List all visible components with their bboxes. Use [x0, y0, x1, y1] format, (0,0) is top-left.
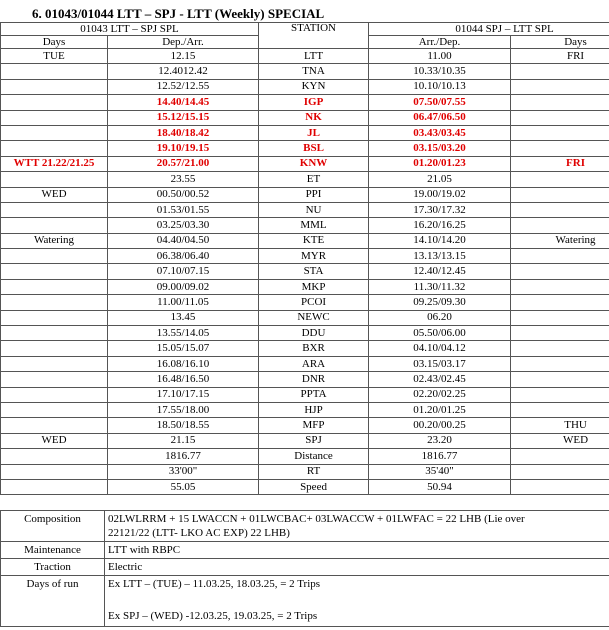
arr-dep-cell: 02.43/02.45 — [369, 372, 511, 387]
timetable-row — [1, 372, 609, 387]
maintenance-label: Maintenance — [1, 542, 105, 559]
timetable-row — [1, 433, 609, 448]
dep-arr-cell: 03.25/03.30 — [108, 218, 259, 233]
days-right-cell: FRI — [511, 156, 609, 171]
arr-dep-cell: 19.00/19.02 — [369, 187, 511, 202]
days-right-cell — [511, 79, 609, 94]
dep-arr-cell: 18.50/18.55 — [108, 418, 259, 433]
days-left-cell — [1, 372, 108, 387]
dep-arr-cell: 23.55 — [108, 172, 259, 187]
station-cell: PPI — [259, 187, 369, 202]
days-left-cell — [1, 449, 108, 464]
station-cell: PCOI — [259, 295, 369, 310]
timetable-row — [1, 233, 609, 248]
timetable-row — [1, 125, 609, 140]
days-right-cell — [511, 125, 609, 140]
dep-arr-cell: 33'00" — [108, 464, 259, 479]
arr-dep-cell: 06.47/06.50 — [369, 110, 511, 125]
dep-arr-cell: 04.40/04.50 — [108, 233, 259, 248]
station-cell: SPJ — [259, 433, 369, 448]
dep-arr-cell: 17.10/17.15 — [108, 387, 259, 402]
timetable-row — [1, 449, 609, 464]
arr-dep-cell: 13.13/13.15 — [369, 249, 511, 264]
station-cell: DNR — [259, 372, 369, 387]
dep-arr-cell: 1816.77 — [108, 449, 259, 464]
arr-dep-cell: 35'40" — [369, 464, 511, 479]
station-cell: STA — [259, 264, 369, 279]
days-left-cell — [1, 310, 108, 325]
days-right-cell — [511, 95, 609, 110]
traction-value: Electric — [105, 559, 609, 576]
days-left-cell — [1, 464, 108, 479]
dep-arr-cell: 17.55/18.00 — [108, 402, 259, 417]
days-right-cell — [511, 249, 609, 264]
dep-arr-cell: 18.40/18.42 — [108, 125, 259, 140]
arr-dep-cell: 01.20/01.25 — [369, 402, 511, 417]
page-title: 6. 01043/01044 LTT – SPJ - LTT (Weekly) SPECIAL — [32, 6, 325, 21]
timetable-row — [1, 402, 609, 417]
station-cell: IGP — [259, 95, 369, 110]
maintenance-value: LTT with RBPC — [105, 542, 609, 559]
station-cell: MML — [259, 218, 369, 233]
days-left-cell — [1, 264, 108, 279]
composition-line-2: 22121/22 (LTT- LKO AC EXP) 22 LHB) — [108, 527, 290, 539]
days-left-cell: TUE — [1, 49, 108, 64]
days-left-cell — [1, 341, 108, 356]
arr-dep-cell: 17.30/17.32 — [369, 202, 511, 217]
timetable-row — [1, 356, 609, 371]
arr-dep-cell: 11.30/11.32 — [369, 279, 511, 294]
days-right-cell — [511, 218, 609, 233]
days-header-left: Days — [1, 36, 108, 49]
dep-arr-cell: 19.10/19.15 — [108, 141, 259, 156]
arr-dep-cell: 09.25/09.30 — [369, 295, 511, 310]
arr-dep-cell: 04.10/04.12 — [369, 341, 511, 356]
timetable-row — [1, 387, 609, 402]
timetable-row — [1, 110, 609, 125]
days-right-cell — [511, 110, 609, 125]
dep-arr-cell: 13.45 — [108, 310, 259, 325]
days-right-cell — [511, 341, 609, 356]
days-right-cell — [511, 372, 609, 387]
days-right-cell: FRI — [511, 49, 609, 64]
days-right-cell — [511, 172, 609, 187]
days-right-cell — [511, 64, 609, 79]
dep-arr-cell: 09.00/09.02 — [108, 279, 259, 294]
days-left-cell — [1, 202, 108, 217]
timetable-row — [1, 264, 609, 279]
days-left-cell — [1, 249, 108, 264]
station-cell: NU — [259, 202, 369, 217]
arr-dep-cell: 07.50/07.55 — [369, 95, 511, 110]
composition-label: Composition — [1, 511, 105, 542]
station-cell: KNW — [259, 156, 369, 171]
dep-arr-cell: 15.05/15.07 — [108, 341, 259, 356]
days-of-run-line-1: Ex LTT – (TUE) – 11.03.25, 18.03.25, = 2 Trips — [108, 578, 321, 590]
arr-dep-cell: 23.20 — [369, 433, 511, 448]
timetable-row — [1, 310, 609, 325]
arr-dep-cell: 14.10/14.20 — [369, 233, 511, 248]
arr-dep-cell: 05.50/06.00 — [369, 326, 511, 341]
days-right-cell — [511, 387, 609, 402]
days-header-right: Days — [511, 36, 609, 49]
station-cell: Speed — [259, 479, 369, 494]
days-left-cell — [1, 402, 108, 417]
days-left-cell — [1, 326, 108, 341]
timetable-row — [1, 49, 609, 64]
days-right-cell — [511, 141, 609, 156]
days-right-cell — [511, 264, 609, 279]
timetable-row — [1, 218, 609, 233]
days-right-cell — [511, 464, 609, 479]
arr-dep-cell: 16.20/16.25 — [369, 218, 511, 233]
arr-dep-cell: 1816.77 — [369, 449, 511, 464]
arr-dep-cell: 06.20 — [369, 310, 511, 325]
arr-dep-cell: 01.20/01.23 — [369, 156, 511, 171]
days-left-cell — [1, 141, 108, 156]
left-train-header: 01043 LTT – SPJ SPL — [1, 23, 259, 36]
dep-arr-header: Dep./Arr. — [108, 36, 259, 49]
station-header: STATION — [259, 23, 369, 49]
timetable-row — [1, 341, 609, 356]
days-left-cell — [1, 356, 108, 371]
timetable-row — [1, 79, 609, 94]
station-cell: BSL — [259, 141, 369, 156]
timetable-row — [1, 418, 609, 433]
dep-arr-cell: 07.10/07.15 — [108, 264, 259, 279]
station-cell: MYR — [259, 249, 369, 264]
arr-dep-cell: 03.43/03.45 — [369, 125, 511, 140]
arr-dep-header: Arr./Dep. — [369, 36, 511, 49]
timetable-row — [1, 249, 609, 264]
days-left-cell: WTT 21.22/21.25 — [1, 156, 108, 171]
station-cell: KYN — [259, 79, 369, 94]
days-of-run-line-2: Ex SPJ – (WED) -12.03.25, 19.03.25, = 2 Trips — [108, 610, 318, 622]
station-cell: KTE — [259, 233, 369, 248]
station-cell: TNA — [259, 64, 369, 79]
days-left-cell: WED — [1, 433, 108, 448]
dep-arr-cell: 21.15 — [108, 433, 259, 448]
days-right-cell: WED — [511, 433, 609, 448]
arr-dep-cell: 12.40/12.45 — [369, 264, 511, 279]
arr-dep-cell: 10.10/10.13 — [369, 79, 511, 94]
dep-arr-cell: 16.08/16.10 — [108, 356, 259, 371]
dep-arr-cell: 55.05 — [108, 479, 259, 494]
station-cell: ET — [259, 172, 369, 187]
days-left-cell — [1, 418, 108, 433]
dep-arr-cell: 15.12/15.15 — [108, 110, 259, 125]
station-cell: LTT — [259, 49, 369, 64]
timetable-row — [1, 156, 609, 171]
days-left-cell — [1, 125, 108, 140]
timetable-row — [1, 279, 609, 294]
timetable-row — [1, 64, 609, 79]
dep-arr-cell: 14.40/14.45 — [108, 95, 259, 110]
timetable-row — [1, 95, 609, 110]
days-left-cell — [1, 279, 108, 294]
arr-dep-cell: 00.20/00.25 — [369, 418, 511, 433]
dep-arr-cell: 11.00/11.05 — [108, 295, 259, 310]
arr-dep-cell: 03.15/03.20 — [369, 141, 511, 156]
station-cell: BXR — [259, 341, 369, 356]
station-cell: MFP — [259, 418, 369, 433]
dep-arr-cell: 13.55/14.05 — [108, 326, 259, 341]
days-left-cell — [1, 295, 108, 310]
right-train-header: 01044 SPJ – LTT SPL — [369, 23, 609, 36]
dep-arr-cell: 12.4012.42 — [108, 64, 259, 79]
days-left-cell — [1, 64, 108, 79]
dep-arr-cell: 16.48/16.50 — [108, 372, 259, 387]
days-left-cell — [1, 79, 108, 94]
timetable-row — [1, 202, 609, 217]
days-right-cell: THU — [511, 418, 609, 433]
days-left-cell — [1, 387, 108, 402]
days-right-cell — [511, 479, 609, 494]
station-cell: HJP — [259, 402, 369, 417]
dep-arr-cell: 20.57/21.00 — [108, 156, 259, 171]
days-left-cell: Watering — [1, 233, 108, 248]
days-right-cell — [511, 356, 609, 371]
station-cell: JL — [259, 125, 369, 140]
days-left-cell — [1, 95, 108, 110]
days-of-run-label: Days of run — [1, 576, 105, 627]
station-cell: NK — [259, 110, 369, 125]
station-cell: PPTA — [259, 387, 369, 402]
station-cell: RT — [259, 464, 369, 479]
days-right-cell — [511, 202, 609, 217]
traction-label: Traction — [1, 559, 105, 576]
arr-dep-cell: 10.33/10.35 — [369, 64, 511, 79]
timetable-row — [1, 172, 609, 187]
days-left-cell: WED — [1, 187, 108, 202]
timetable-row — [1, 326, 609, 341]
days-right-cell — [511, 449, 609, 464]
days-right-cell — [511, 326, 609, 341]
station-cell: ARA — [259, 356, 369, 371]
dep-arr-cell: 12.52/12.55 — [108, 79, 259, 94]
days-left-cell — [1, 172, 108, 187]
timetable-row — [1, 295, 609, 310]
days-right-cell — [511, 310, 609, 325]
composition-line-1: 02LWLRRM + 15 LWACCN + 01LWCBAC+ 03LWACCW + 01LWFAC = 22 LHB (Lie over — [108, 513, 525, 525]
timetable-row — [1, 141, 609, 156]
timetable-row — [1, 464, 609, 479]
days-right-cell: Watering — [511, 233, 609, 248]
arr-dep-cell: 02.20/02.25 — [369, 387, 511, 402]
days-left-cell — [1, 218, 108, 233]
arr-dep-cell: 50.94 — [369, 479, 511, 494]
station-cell: DDU — [259, 326, 369, 341]
arr-dep-cell: 21.05 — [369, 172, 511, 187]
timetable — [0, 22, 609, 495]
days-right-cell — [511, 279, 609, 294]
dep-arr-cell: 06.38/06.40 — [108, 249, 259, 264]
days-left-cell — [1, 479, 108, 494]
dep-arr-cell: 00.50/00.52 — [108, 187, 259, 202]
days-left-cell — [1, 110, 108, 125]
days-right-cell — [511, 187, 609, 202]
station-cell: MKP — [259, 279, 369, 294]
dep-arr-cell: 01.53/01.55 — [108, 202, 259, 217]
arr-dep-cell: 11.00 — [369, 49, 511, 64]
arr-dep-cell: 03.15/03.17 — [369, 356, 511, 371]
dep-arr-cell: 12.15 — [108, 49, 259, 64]
train-info-table — [0, 510, 609, 627]
days-right-cell — [511, 295, 609, 310]
station-cell: NEWC — [259, 310, 369, 325]
timetable-row — [1, 479, 609, 494]
days-right-cell — [511, 402, 609, 417]
timetable-row — [1, 187, 609, 202]
station-cell: Distance — [259, 449, 369, 464]
